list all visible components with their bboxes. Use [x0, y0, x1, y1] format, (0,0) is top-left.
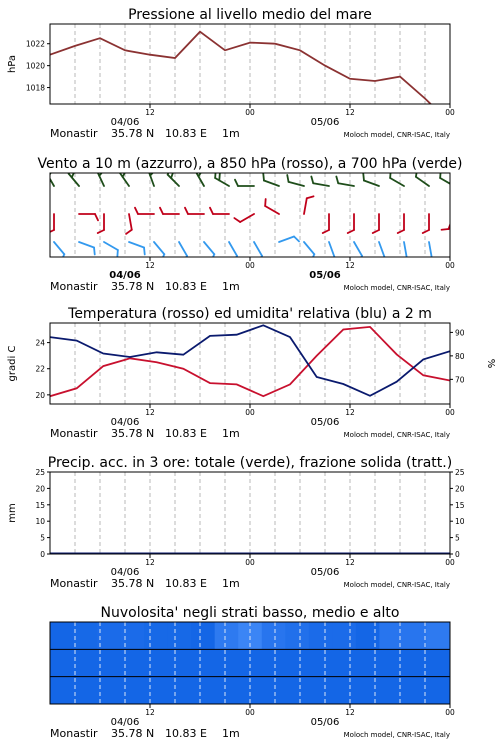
wind-shaft: [338, 183, 354, 186]
x-tick-label: 12: [345, 558, 355, 567]
cloud-cell: [74, 677, 98, 705]
wind-barb: [154, 242, 164, 261]
wind-feather: [440, 171, 441, 178]
wind-shaft: [440, 178, 454, 186]
wind-barb: [135, 208, 154, 214]
wind-feather: [380, 257, 385, 262]
wind-feather: [171, 171, 173, 178]
wind-shaft: [429, 242, 432, 258]
footer-station: Monastir: [50, 577, 98, 590]
wind-feather: [210, 208, 213, 214]
wind-shaft: [69, 174, 79, 186]
wind-barb: [423, 214, 429, 233]
wind-barb: [304, 242, 314, 261]
y-axis-label: mm: [7, 503, 18, 523]
wind-barb: [185, 208, 204, 214]
footer-lat: 35.78 N: [111, 427, 155, 440]
wind-feather: [265, 199, 266, 206]
wind-barb: [160, 208, 179, 214]
wind-shaft: [289, 182, 304, 186]
wind-feather: [423, 230, 429, 233]
wind-barb: [104, 242, 118, 257]
y2-tick-label: 15: [455, 500, 465, 510]
cloud-cell: [97, 649, 121, 677]
x-date-label: 05/06: [310, 567, 340, 578]
x-tick-label: 12: [345, 261, 355, 270]
x-date-label: 04/06: [110, 117, 140, 128]
footer-lon: 10.83 E: [165, 280, 207, 293]
wind-barb: [210, 208, 229, 214]
wind-barb: [311, 176, 329, 186]
y2-tick-label: 10: [455, 517, 465, 527]
wind-barb: [235, 180, 254, 186]
panel-title: Vento a 10 m (azzurro), a 850 hPa (rosso), a 700 hPa (verde): [37, 156, 463, 172]
x-tick-label: 12: [145, 708, 155, 717]
wind-shaft: [304, 198, 307, 214]
y-tick-label: 20: [35, 484, 45, 494]
x-tick-label: 12: [345, 108, 355, 117]
wind-shaft: [264, 181, 279, 186]
cloud-cell: [121, 649, 145, 677]
wind-shaft: [265, 206, 279, 214]
wind-shaft: [364, 181, 379, 186]
wind-barb: [398, 214, 404, 233]
wind-feather: [336, 176, 338, 183]
cloud-cell: [403, 677, 427, 705]
wind-shaft: [404, 242, 407, 258]
wind-feather: [426, 258, 432, 262]
wind-shaft: [379, 242, 384, 257]
footer-lat: 35.78 N: [111, 727, 155, 740]
wind-feather: [294, 237, 299, 242]
wind-feather: [215, 171, 216, 178]
wind-feather: [373, 230, 379, 233]
wind-feather: [311, 176, 313, 183]
wind-barb: [129, 242, 145, 254]
wind-shaft: [129, 214, 132, 230]
wind-barb: [179, 242, 187, 262]
wind-feather: [401, 258, 407, 262]
y2-axis-label: %: [485, 358, 496, 369]
cloud-cell: [74, 649, 98, 677]
footer-elev: 1m: [222, 427, 240, 440]
cloud-cell: [215, 622, 239, 650]
y2-tick-label: 70: [455, 375, 465, 385]
wind-feather: [185, 208, 188, 214]
wind-shaft: [279, 237, 294, 242]
wind-feather: [398, 230, 404, 233]
cloud-cell: [285, 677, 309, 705]
wind-feather: [144, 247, 145, 254]
y-tick-label: 1022: [25, 39, 45, 49]
wind-barb: [48, 214, 54, 233]
cloud-cell: [191, 622, 215, 650]
wind-barb: [373, 214, 379, 233]
cloud-cell: [356, 677, 380, 705]
x-date-label: 04/06: [110, 417, 140, 428]
wind-feather: [307, 196, 314, 198]
cloud-cell: [309, 677, 333, 705]
wind-barb: [401, 242, 407, 262]
footer-lat: 35.78 N: [111, 127, 155, 140]
panel-title: Pressione al livello medio del mare: [128, 7, 372, 23]
wind-barb: [54, 242, 64, 261]
cloud-cell: [121, 677, 145, 705]
wind-shaft: [313, 183, 329, 186]
footer-model: Moloch model, CNR-ISAC, Italy: [343, 731, 450, 739]
wind-feather: [117, 250, 118, 257]
wind-barb: [265, 199, 279, 214]
wind-feather: [126, 230, 132, 234]
cloud-cell: [121, 622, 145, 650]
cloud-cell: [50, 649, 74, 677]
cloud-cell: [191, 649, 215, 677]
x-tick-label: 00: [245, 558, 255, 567]
x-tick-label: 12: [145, 261, 155, 270]
wind-barb: [79, 242, 95, 254]
cloud-cell: [144, 649, 168, 677]
y-tick-label: 1020: [25, 61, 45, 71]
cloud-cell: [285, 622, 309, 650]
y-tick-label: 10: [35, 517, 45, 527]
x-tick-label: 00: [245, 108, 255, 117]
footer-elev: 1m: [222, 127, 240, 140]
footer-model: Moloch model, CNR-ISAC, Italy: [343, 131, 450, 139]
x-tick-label: 00: [445, 108, 455, 117]
wind-feather: [330, 257, 335, 262]
wind-feather: [363, 174, 364, 181]
x-tick-label: 12: [345, 408, 355, 417]
footer-lat: 35.78 N: [111, 577, 155, 590]
cloud-cell: [403, 622, 427, 650]
cloud-cell: [309, 622, 333, 650]
wind-feather: [235, 180, 238, 186]
x-tick-label: 00: [245, 708, 255, 717]
wind-shaft: [204, 242, 214, 254]
y-tick-label: 15: [35, 500, 45, 510]
y2-tick-label: 25: [455, 468, 465, 477]
cloud-cell: [168, 622, 192, 650]
wind-barb: [79, 214, 98, 220]
cloud-cell: [356, 622, 380, 650]
wind-feather: [98, 230, 104, 233]
x-tick-label: 12: [145, 558, 155, 567]
wind-shaft: [416, 177, 429, 186]
wind-feather: [390, 171, 391, 178]
footer-lon: 10.83 E: [165, 127, 207, 140]
wind-barb: [126, 214, 132, 234]
wind-shaft: [240, 214, 254, 222]
cloud-cell: [168, 677, 192, 705]
x-date-label: 05/06: [310, 417, 340, 428]
y2-tick-label: 5: [455, 533, 460, 543]
cloud-cell: [74, 622, 98, 650]
wind-barb: [348, 214, 354, 233]
x-tick-label: 00: [245, 408, 255, 417]
wind-shaft: [179, 242, 187, 256]
cloud-cell: [262, 649, 286, 677]
y2-tick-label: 20: [455, 484, 465, 494]
x-tick-label: 00: [445, 558, 455, 567]
x-date-label: 05/06: [309, 270, 341, 281]
wind-feather: [219, 173, 220, 180]
x-date-label: 04/06: [110, 717, 140, 728]
cloud-cell: [285, 649, 309, 677]
wind-barb: [442, 214, 454, 230]
x-tick-label: 00: [445, 708, 455, 717]
cloud-cell: [262, 622, 286, 650]
cloud-cell: [50, 622, 74, 650]
footer-model: Moloch model, CNR-ISAC, Italy: [343, 431, 450, 439]
cloud-cell: [97, 677, 121, 705]
y-tick-label: 1018: [25, 83, 45, 93]
footer-lat: 35.78 N: [111, 280, 155, 293]
wind-shaft: [354, 242, 362, 256]
y-tick-label: 22: [35, 364, 45, 374]
wind-shaft: [254, 242, 262, 256]
wind-shaft: [390, 178, 404, 186]
footer-station: Monastir: [50, 127, 98, 140]
x-tick-label: 12: [145, 108, 155, 117]
y2-tick-label: 0: [455, 550, 460, 559]
wind-barb: [354, 242, 362, 262]
wind-feather: [234, 218, 240, 222]
cloud-cell: [168, 649, 192, 677]
cloud-cell: [332, 622, 356, 650]
wind-barb: [379, 242, 384, 262]
panel-title: Nuvolosita' negli strati basso, medio e alto: [100, 605, 400, 621]
wind-feather: [48, 230, 54, 233]
wind-feather: [287, 175, 288, 182]
wind-barb: [229, 242, 237, 262]
wind-shaft: [168, 175, 179, 186]
cloud-cell: [426, 649, 450, 677]
footer-elev: 1m: [222, 577, 240, 590]
cloud-cell: [262, 677, 286, 705]
cloud-cell: [50, 677, 74, 705]
y-tick-label: 0: [40, 550, 45, 559]
y-tick-label: 5: [40, 533, 45, 543]
wind-shaft: [329, 242, 334, 257]
wind-barb: [304, 196, 314, 214]
wind-feather: [135, 208, 138, 214]
plot-frame: [50, 24, 450, 104]
wind-feather: [442, 229, 449, 230]
wind-barb: [279, 237, 299, 242]
wind-shaft: [215, 178, 229, 186]
panel-title: Temperatura (rosso) ed umidita' relativa (blu) a 2 m: [68, 306, 432, 322]
y-axis-label: hPa: [7, 54, 18, 74]
x-date-label: 04/06: [109, 270, 141, 281]
panel-title: Precip. acc. in 3 ore: totale (verde), frazione solida (tratt.): [47, 455, 453, 471]
footer-model: Moloch model, CNR-ISAC, Italy: [343, 581, 450, 589]
wind-feather: [263, 174, 264, 181]
wind-shaft: [229, 242, 237, 256]
y-axis-label: gradi C: [7, 345, 18, 382]
wind-barb: [287, 175, 304, 186]
x-tick-label: 00: [445, 408, 455, 417]
plot-frame: [50, 472, 450, 554]
footer-lon: 10.83 E: [165, 427, 207, 440]
wind-barb: [204, 242, 214, 261]
wind-barb: [234, 214, 254, 222]
cloud-cell: [356, 649, 380, 677]
cloud-cell: [215, 677, 239, 705]
wind-barb: [426, 242, 432, 262]
y2-tick-label: 80: [455, 351, 465, 361]
wind-feather: [348, 230, 354, 233]
wind-shaft: [104, 242, 118, 250]
wind-feather: [95, 214, 98, 220]
footer-station: Monastir: [50, 727, 98, 740]
cloud-cell: [403, 649, 427, 677]
y-tick-label: 24: [35, 338, 45, 348]
wind-barb: [263, 174, 279, 186]
cloud-cell: [144, 622, 168, 650]
footer-elev: 1m: [222, 280, 240, 293]
x-date-label: 05/06: [310, 717, 340, 728]
cloud-cell: [426, 677, 450, 705]
footer-model: Moloch model, CNR-ISAC, Italy: [343, 284, 450, 292]
cloud-cell: [144, 677, 168, 705]
cloud-cell: [332, 677, 356, 705]
x-tick-label: 12: [145, 408, 155, 417]
wind-barb: [336, 176, 354, 186]
wind-barb: [448, 242, 454, 261]
x-tick-label: 00: [245, 261, 255, 270]
wind-feather: [94, 247, 95, 254]
x-date-label: 05/06: [310, 117, 340, 128]
wind-shaft: [79, 242, 94, 247]
footer-elev: 1m: [222, 727, 240, 740]
x-tick-label: 00: [445, 261, 455, 270]
cloud-cell: [215, 649, 239, 677]
wind-barb: [416, 170, 429, 186]
wind-barb: [254, 242, 262, 262]
wind-barb: [98, 214, 104, 233]
footer-station: Monastir: [50, 427, 98, 440]
wind-shaft: [449, 214, 454, 229]
wind-barb: [329, 242, 334, 262]
footer-lon: 10.83 E: [165, 577, 207, 590]
footer-station: Monastir: [50, 280, 98, 293]
wind-feather: [323, 230, 329, 233]
cloud-cell: [426, 622, 450, 650]
wind-feather: [160, 208, 163, 214]
cloud-cell: [309, 649, 333, 677]
x-tick-label: 12: [345, 708, 355, 717]
wind-barb: [363, 174, 379, 186]
wind-shaft: [154, 242, 164, 254]
wind-shaft: [304, 242, 314, 254]
footer-lon: 10.83 E: [165, 727, 207, 740]
y2-tick-label: 90: [455, 328, 465, 338]
wind-barb: [323, 214, 329, 233]
cloud-cell: [332, 649, 356, 677]
wind-shaft: [54, 242, 64, 254]
cloud-cell: [191, 677, 215, 705]
cloud-cell: [97, 622, 121, 650]
x-date-label: 04/06: [110, 567, 140, 578]
y-tick-label: 20: [35, 390, 45, 400]
wind-shaft: [129, 242, 144, 247]
y-tick-label: 25: [35, 468, 45, 477]
